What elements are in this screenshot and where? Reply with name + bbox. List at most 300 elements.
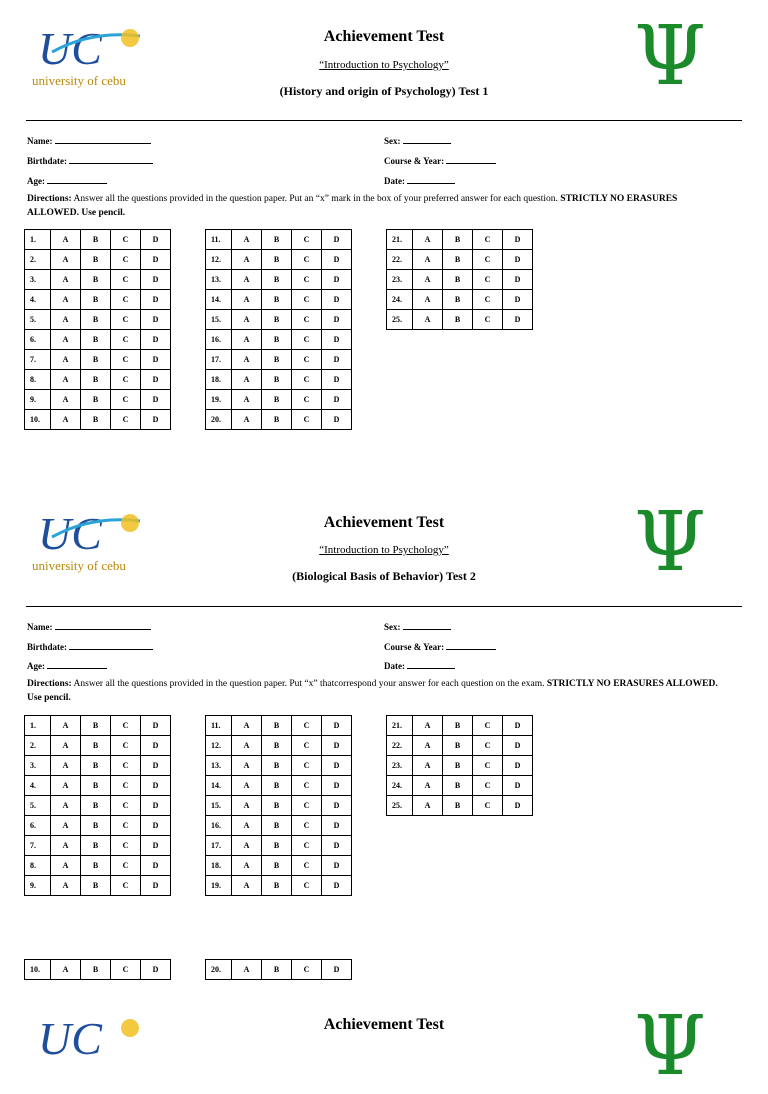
question-number: 11. [206,230,232,250]
answer-option-d[interactable]: D [141,876,171,896]
answer-row [387,736,533,756]
answer-option-a[interactable]: A [51,290,81,310]
answer-option-a[interactable]: A [232,816,262,836]
divider [26,606,742,607]
name-label: Name: [27,622,53,632]
question-number: 24. [387,290,413,310]
course-year-label: Course & Year: [384,156,445,166]
answer-option-b[interactable]: B [262,310,292,330]
answer-option-a[interactable]: A [51,350,81,370]
answer-option-d[interactable]: D [141,736,171,756]
answer-option-b[interactable]: B [262,290,292,310]
age-field[interactable] [27,174,107,186]
answer-option-a[interactable]: A [413,736,443,756]
answer-row [387,270,533,290]
answer-option-b[interactable]: B [443,776,473,796]
answer-option-a[interactable]: A [413,796,443,816]
answer-row [25,736,171,756]
answer-option-d[interactable]: D [141,836,171,856]
answer-option-c[interactable]: C [292,796,322,816]
answer-option-a[interactable]: A [51,736,81,756]
answer-option-d[interactable]: D [322,250,352,270]
answer-option-b[interactable]: B [81,290,111,310]
answer-row [206,330,352,350]
answer-option-c[interactable]: C [111,250,141,270]
answer-option-b[interactable]: B [262,756,292,776]
answer-option-b[interactable]: B [81,736,111,756]
answer-option-c[interactable]: C [111,776,141,796]
answer-option-d[interactable]: D [322,876,352,896]
answer-option-b[interactable]: B [262,796,292,816]
answer-option-d[interactable]: D [141,816,171,836]
answer-option-c[interactable]: C [473,776,503,796]
answer-option-b[interactable]: B [443,290,473,310]
answer-option-c[interactable]: C [111,410,141,430]
question-number: 10. [25,410,51,430]
answer-option-c[interactable]: C [292,370,322,390]
answer-row [25,270,171,290]
answer-option-a[interactable]: A [232,876,262,896]
question-number: 9. [25,876,51,896]
answer-option-d[interactable]: D [141,290,171,310]
answer-row [206,370,352,390]
answer-option-d[interactable]: D [503,270,533,290]
answer-option-a[interactable]: A [232,310,262,330]
answer-option-b[interactable]: B [81,756,111,776]
answer-option-d[interactable]: D [503,796,533,816]
answer-option-b[interactable]: B [262,876,292,896]
question-number: 2. [25,250,51,270]
birthdate-field[interactable] [27,154,153,166]
answer-option-a[interactable]: A [51,876,81,896]
answer-row [206,776,352,796]
answer-row [206,230,352,250]
answer-option-a[interactable]: A [232,330,262,350]
answer-row [206,816,352,836]
answer-row [206,856,352,876]
answer-option-b[interactable]: B [262,230,292,250]
question-number: 21. [387,716,413,736]
answer-option-b[interactable]: B [262,856,292,876]
answer-option-c[interactable]: C [473,290,503,310]
age-field[interactable] [27,659,107,671]
sex-label: Sex: [384,622,401,632]
question-number: 13. [206,270,232,290]
answer-option-b[interactable]: B [262,776,292,796]
answer-option-b[interactable]: B [81,370,111,390]
answer-row [206,796,352,816]
question-number: 20. [206,960,232,980]
answer-row [387,230,533,250]
answer-option-c[interactable]: C [111,960,141,980]
answer-option-c[interactable]: C [111,350,141,370]
question-number: 17. [206,836,232,856]
answer-option-a[interactable]: A [51,310,81,330]
answer-option-a[interactable]: A [232,960,262,980]
answer-option-c[interactable]: C [292,756,322,776]
answer-option-a[interactable]: A [413,776,443,796]
answer-option-a[interactable]: A [232,270,262,290]
answer-option-b[interactable]: B [443,270,473,290]
answer-option-b[interactable]: B [262,836,292,856]
answer-option-a[interactable]: A [51,776,81,796]
answer-table-11-20 [205,229,352,430]
answer-option-a[interactable]: A [51,856,81,876]
answer-option-d[interactable]: D [503,250,533,270]
answer-option-d[interactable]: D [141,960,171,980]
answer-row [25,856,171,876]
answer-option-c[interactable]: C [292,350,322,370]
answer-option-a[interactable]: A [413,230,443,250]
answer-option-a[interactable]: A [232,856,262,876]
answer-option-d[interactable]: D [322,960,352,980]
answer-option-b[interactable]: B [443,756,473,776]
answer-option-a[interactable]: A [413,716,443,736]
answer-option-c[interactable]: C [111,796,141,816]
sex-field[interactable] [384,134,451,146]
answer-option-c[interactable]: C [292,736,322,756]
answer-option-c[interactable]: C [473,796,503,816]
answer-table-11-19 [205,715,352,896]
question-number: 15. [206,310,232,330]
answer-option-c[interactable]: C [292,776,322,796]
answer-option-c[interactable]: C [292,716,322,736]
answer-option-d[interactable]: D [322,796,352,816]
answer-row [206,960,352,980]
answer-option-d[interactable]: D [322,756,352,776]
answer-option-d[interactable]: D [141,716,171,736]
answer-table-21-25 [386,715,533,816]
answer-option-d[interactable]: D [141,796,171,816]
answer-option-d[interactable]: D [322,230,352,250]
answer-option-a[interactable]: A [413,756,443,776]
answer-option-c[interactable]: C [292,250,322,270]
answer-option-c[interactable]: C [111,290,141,310]
answer-option-a[interactable]: A [51,816,81,836]
answer-option-b[interactable]: B [262,410,292,430]
answer-option-c[interactable]: C [111,330,141,350]
psi-symbol-icon: Ψ [634,9,706,104]
answer-option-b[interactable]: B [262,370,292,390]
answer-option-a[interactable]: A [413,290,443,310]
answer-option-c[interactable]: C [111,390,141,410]
question-number: 22. [387,736,413,756]
answer-option-d[interactable]: D [141,270,171,290]
answer-option-d[interactable]: D [141,330,171,350]
question-number: 9. [25,390,51,410]
answer-option-b[interactable]: B [443,796,473,816]
question-number: 16. [206,816,232,836]
question-number: 10. [25,960,51,980]
answer-option-c[interactable]: C [292,270,322,290]
question-number: 25. [387,310,413,330]
answer-option-a[interactable]: A [232,250,262,270]
question-number: 13. [206,756,232,776]
answer-option-c[interactable]: C [111,816,141,836]
answer-option-b[interactable]: B [81,960,111,980]
answer-row [387,310,533,330]
answer-option-b[interactable]: B [81,856,111,876]
answer-option-d[interactable]: D [322,270,352,290]
answer-option-d[interactable]: D [503,310,533,330]
answer-option-b[interactable]: B [443,736,473,756]
answer-option-d[interactable]: D [141,756,171,776]
question-number: 3. [25,756,51,776]
answer-option-a[interactable]: A [232,230,262,250]
answer-option-d[interactable]: D [503,290,533,310]
answer-option-a[interactable]: A [413,250,443,270]
answer-option-a[interactable]: A [232,736,262,756]
birthdate-field[interactable] [27,640,153,652]
answer-option-d[interactable]: D [141,776,171,796]
answer-option-c[interactable]: C [292,856,322,876]
answer-option-c[interactable]: C [473,230,503,250]
answer-option-d[interactable]: D [322,836,352,856]
question-number: 18. [206,856,232,876]
answer-option-b[interactable]: B [81,230,111,250]
answer-option-d[interactable]: D [503,756,533,776]
answer-row [206,756,352,776]
answer-option-b[interactable]: B [81,816,111,836]
answer-row [25,960,171,980]
answer-row [206,736,352,756]
answer-row [206,350,352,370]
answer-option-b[interactable]: B [81,390,111,410]
question-number: 23. [387,270,413,290]
answer-option-b[interactable]: B [81,836,111,856]
answer-row [387,756,533,776]
answer-option-c[interactable]: C [292,876,322,896]
answer-option-a[interactable]: A [232,716,262,736]
course-subtitle: “Introduction to Psychology” [319,544,449,556]
answer-option-d[interactable]: D [141,310,171,330]
answer-option-d[interactable]: D [322,736,352,756]
answer-option-b[interactable]: B [81,876,111,896]
answer-option-d[interactable]: D [322,290,352,310]
answer-option-d[interactable]: D [503,776,533,796]
answer-option-b[interactable]: B [81,310,111,330]
question-number: 24. [387,776,413,796]
answer-option-c[interactable]: C [473,736,503,756]
answer-option-a[interactable]: A [51,330,81,350]
answer-option-c[interactable]: C [111,856,141,876]
question-number: 22. [387,250,413,270]
answer-option-a[interactable]: A [232,390,262,410]
question-number: 4. [25,776,51,796]
uc-logo-icon [32,22,162,88]
answer-option-c[interactable]: C [473,756,503,776]
date-label: Date: [384,661,405,671]
answer-option-b[interactable]: B [262,390,292,410]
answer-row [25,410,171,430]
answer-option-d[interactable]: D [141,250,171,270]
answer-option-c[interactable]: C [292,836,322,856]
answer-option-a[interactable]: A [51,230,81,250]
answer-row [25,310,171,330]
question-number: 19. [206,876,232,896]
question-number: 19. [206,390,232,410]
answer-option-a[interactable]: A [413,270,443,290]
birthdate-label: Birthdate: [27,642,67,652]
age-label: Age: [27,661,45,671]
answer-option-b[interactable]: B [443,310,473,330]
answer-option-b[interactable]: B [262,330,292,350]
question-number: 3. [25,270,51,290]
answer-option-c[interactable]: C [292,816,322,836]
answer-option-a[interactable]: A [232,350,262,370]
answer-option-b[interactable]: B [81,716,111,736]
answer-option-b[interactable]: B [443,250,473,270]
answer-option-b[interactable]: B [81,776,111,796]
answer-option-d[interactable]: D [141,410,171,430]
answer-option-a[interactable]: A [413,310,443,330]
question-number: 1. [25,716,51,736]
answer-option-d[interactable]: D [322,330,352,350]
answer-option-a[interactable]: A [51,960,81,980]
answer-option-b[interactable]: B [262,716,292,736]
answer-option-a[interactable]: A [232,836,262,856]
sex-field[interactable] [384,620,451,632]
answer-option-a[interactable]: A [232,290,262,310]
answer-option-d[interactable]: D [322,310,352,330]
date-field[interactable] [384,659,455,671]
answer-option-b[interactable]: B [81,350,111,370]
answer-row [25,876,171,896]
answer-row [25,250,171,270]
answer-option-a[interactable]: A [232,756,262,776]
answer-option-d[interactable]: D [322,716,352,736]
course-year-label: Course & Year: [384,642,445,652]
answer-option-d[interactable]: D [141,856,171,876]
answer-option-c[interactable]: C [111,876,141,896]
answer-option-d[interactable]: D [322,816,352,836]
question-number: 16. [206,330,232,350]
answer-option-b[interactable]: B [81,330,111,350]
answer-option-c[interactable]: C [473,716,503,736]
svg-text:UC: UC [38,23,102,74]
date-field[interactable] [384,174,455,186]
answer-option-b[interactable]: B [262,250,292,270]
answer-option-c[interactable]: C [292,330,322,350]
answer-option-c[interactable]: C [111,736,141,756]
answer-row [25,350,171,370]
course-subtitle: “Introduction to Psychology” [319,59,449,71]
answer-option-a[interactable]: A [51,836,81,856]
answer-row [25,390,171,410]
answer-row [387,776,533,796]
answer-option-b[interactable]: B [81,250,111,270]
name-field[interactable] [27,134,151,146]
answer-option-c[interactable]: C [292,390,322,410]
test-topic: (Biological Basis of Behavior) Test 2 [292,569,476,583]
answer-option-d[interactable]: D [322,370,352,390]
answer-option-a[interactable]: A [51,270,81,290]
answer-option-b[interactable]: B [81,270,111,290]
answer-option-c[interactable]: C [111,716,141,736]
answer-option-c[interactable]: C [292,230,322,250]
answer-row [206,290,352,310]
answer-option-c[interactable]: C [111,270,141,290]
directions [27,677,727,705]
uc-logo-icon [32,1012,162,1064]
answer-option-a[interactable]: A [51,796,81,816]
answer-option-c[interactable]: C [111,370,141,390]
answer-option-d[interactable]: D [141,390,171,410]
answer-option-a[interactable]: A [51,716,81,736]
answer-option-a[interactable]: A [51,370,81,390]
answer-row [206,836,352,856]
svg-text:UC: UC [38,508,102,559]
question-number: 7. [25,836,51,856]
directions-text: Answer all the questions provided in the question paper. Put “x” thatcorrespond your answer for each question on the exam. [71,679,547,689]
name-field[interactable] [27,620,151,632]
answer-option-c[interactable]: C [473,310,503,330]
answer-option-d[interactable]: D [141,370,171,390]
answer-option-d[interactable]: D [503,716,533,736]
question-number: 12. [206,736,232,756]
answer-option-c[interactable]: C [292,410,322,430]
answer-option-b[interactable]: B [262,350,292,370]
answer-option-b[interactable]: B [443,230,473,250]
answer-option-b[interactable]: B [262,816,292,836]
answer-option-a[interactable]: A [232,796,262,816]
answer-option-d[interactable]: D [141,350,171,370]
answer-option-c[interactable]: C [111,310,141,330]
answer-option-a[interactable]: A [51,756,81,776]
answer-option-d[interactable]: D [322,390,352,410]
answer-option-a[interactable]: A [232,370,262,390]
answer-option-c[interactable]: C [292,290,322,310]
answer-option-c[interactable]: C [473,250,503,270]
answer-option-b[interactable]: B [262,270,292,290]
answer-option-b[interactable]: B [262,960,292,980]
answer-option-d[interactable]: D [503,230,533,250]
answer-option-c[interactable]: C [111,836,141,856]
answer-option-a[interactable]: A [51,250,81,270]
answer-option-c[interactable]: C [292,310,322,330]
course-year-field[interactable] [384,154,496,166]
answer-option-d[interactable]: D [322,410,352,430]
answer-table-20 [205,959,352,980]
answer-table-1-9 [24,715,171,896]
answer-option-b[interactable]: B [262,736,292,756]
answer-option-b[interactable]: B [81,796,111,816]
answer-option-b[interactable]: B [443,716,473,736]
answer-row [206,270,352,290]
answer-option-c[interactable]: C [111,756,141,776]
question-number: 21. [387,230,413,250]
answer-option-c[interactable]: C [292,960,322,980]
psi-symbol-icon: Ψ [634,999,706,1094]
answer-option-d[interactable]: D [141,230,171,250]
answer-option-a[interactable]: A [51,410,81,430]
answer-option-a[interactable]: A [232,776,262,796]
answer-row [25,716,171,736]
answer-option-c[interactable]: C [111,230,141,250]
answer-option-b[interactable]: B [81,410,111,430]
answer-table-1-10 [24,229,171,430]
answer-option-c[interactable]: C [473,270,503,290]
course-year-field[interactable] [384,640,496,652]
directions-warning: STRICTLY NO ERASURES ALLOWED. Use pencil. [27,679,718,703]
answer-option-d[interactable]: D [322,776,352,796]
answer-option-d[interactable]: D [322,350,352,370]
answer-option-a[interactable]: A [232,410,262,430]
answer-row [206,250,352,270]
answer-option-a[interactable]: A [51,390,81,410]
answer-option-d[interactable]: D [503,736,533,756]
answer-option-d[interactable]: D [322,856,352,876]
